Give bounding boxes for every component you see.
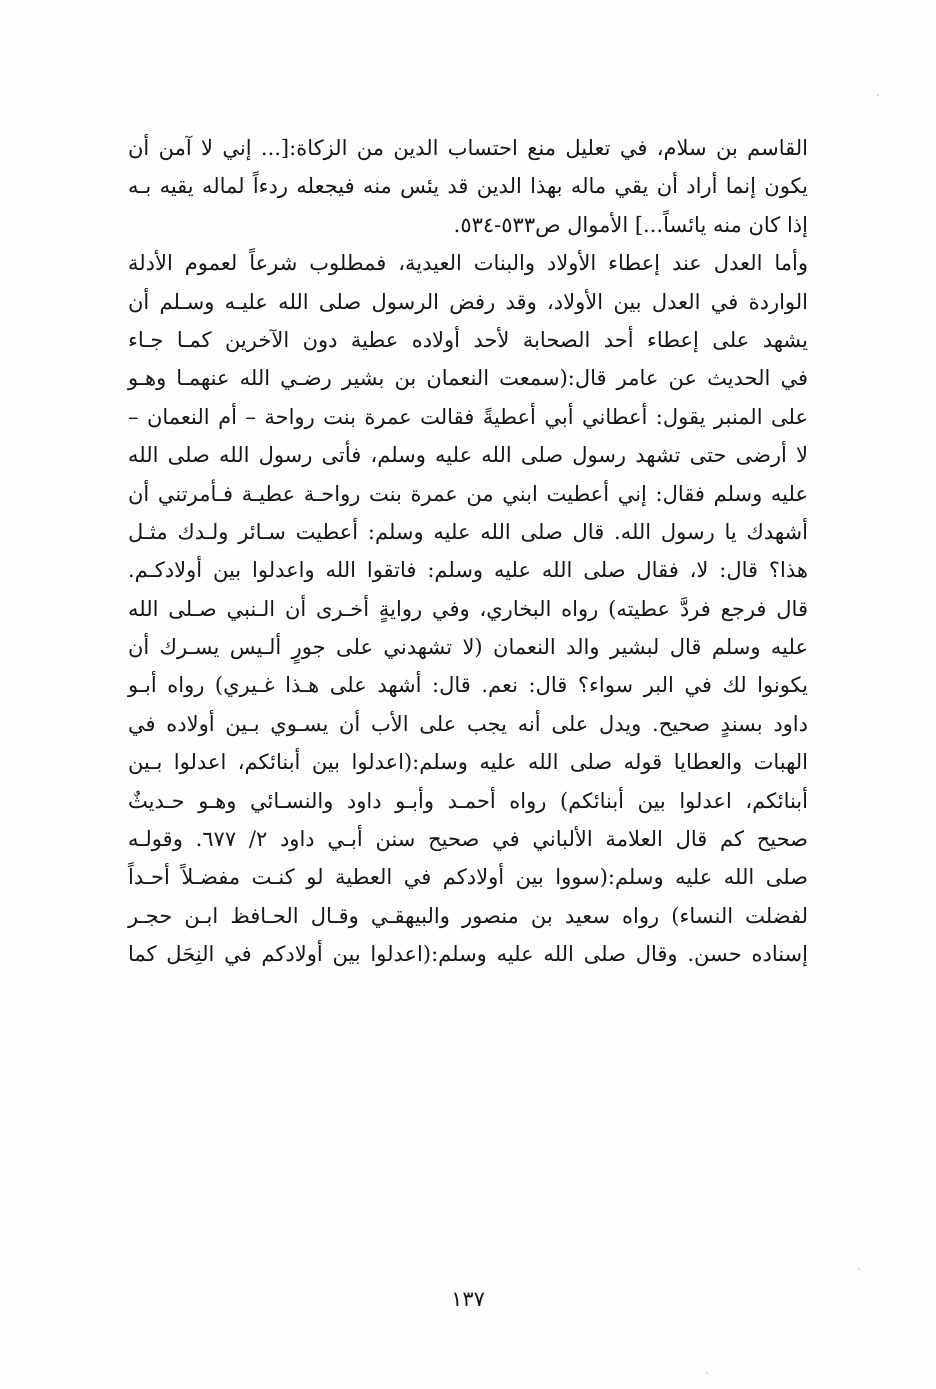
text-line-12: هذا؟ قال: لا، فقال صلى الله عليه وسلم: فاتقوا الله واعدلوا بين أولادكـم. xyxy=(128,558,808,583)
text-line-3: إذا كان منه يائساً...] الأموال ص٥٣٣-٥٣٤. xyxy=(453,212,808,237)
body-text xyxy=(128,129,808,974)
page-number: ١٣٧ xyxy=(451,1287,485,1311)
text-line-11: أشهدك يا رسول الله. قال صلى الله عليه وسلم: أعطيت سـائر ولـدك مثـل xyxy=(128,519,808,544)
scan-speck xyxy=(877,94,879,96)
text-line-2: يكون إنما أراد أن يقي ماله بهذا الدين قد يئس منه فيجعله ردءاً لماله يقيه بـه xyxy=(128,174,808,199)
scan-speck xyxy=(706,1372,708,1374)
text-line-16: داود بسندٍ صحيح. ويدل على أنه يجب على الأب أن يسـوي بـين أولاده في xyxy=(128,711,808,736)
scan-speck xyxy=(858,1268,860,1270)
text-line-13: قال فرجع فردَّ عطيته) رواه البخاري، وفي روايةٍ أخـرى أن الـنبي صـلى الله xyxy=(128,596,808,621)
text-line-20: صلى الله عليه وسلم:(سووا بين أولادكم في العطية لو كنـت مفضـلاً أحـداً xyxy=(128,865,808,890)
text-line-19: صحيح كم قال العلامة الألباني في صحيح سنن أبـي داود ٢/ ٦٧٧. وقولـه xyxy=(128,827,808,852)
text-line-18: أبنائكم، اعدلوا بين أبنائكم) رواه أحمـد وأبـو داود والنسـائي وهـو حـديثٌ xyxy=(128,788,808,813)
text-line-4: وأما العدل عند إعطاء الأولاد والبنات العيدية، فمطلوب شرعاً لعموم الأدلة xyxy=(128,251,808,276)
text-line-1: القاسم بن سلام، في تعليل منع احتساب الدين من الزكاة:[... إني لا آمن أن xyxy=(128,136,808,160)
text-line-8: على المنبر يقول: أعطاني أبي أعطيةً فقالت عمرة بنت رواحة – أم النعمان – xyxy=(128,404,808,429)
text-line-14: عليه وسلم قال لبشير والد النعمان (لا تشهدني على جورٍ ألـيس يسـرك أن xyxy=(128,635,808,660)
text-line-15: يكونوا لك في البر سواء؟ قال: نعم. قال: أشهد على هـذا غـيري) رواه أبـو xyxy=(128,673,808,698)
text-line-9: لا أرضى حتى تشهد رسول صلى الله عليه وسلم، فأتى رسول الله صلى الله xyxy=(128,443,808,468)
text-line-22: إسناده حسن. وقال صلى الله عليه وسلم:(اعدلوا بين أولادكم في النِحَل كما xyxy=(128,942,808,967)
text-line-5: الواردة في العدل بين الأولاد، وقد رفض الرسول صلى الله عليـه وسـلم أن xyxy=(128,289,808,314)
text-line-7: في الحديث عن عامر قال:(سمعت النعمان بن بشير رضـي الله عنهمـا وهـو xyxy=(128,366,808,391)
text-line-6: يشهد على إعطاء أحد الصحابة لأحد أولاده عطية دون الآخرين كمـا جـاء xyxy=(128,327,808,352)
text-line-10: عليه وسلم فقال: إني أعطيت ابني من عمرة بنت رواحـة عطيـة فـأمرتني أن xyxy=(128,481,808,506)
text-line-21: لفضلت النساء) رواه سعيد بن منصور والبيهقـي وقـال الحـافظ ابـن حجـر xyxy=(128,903,808,928)
text-line-17: الهبات والعطايا قوله صلى الله عليه وسلم:(اعدلوا بين أبنائكم، اعدلوا بـين xyxy=(128,750,808,775)
